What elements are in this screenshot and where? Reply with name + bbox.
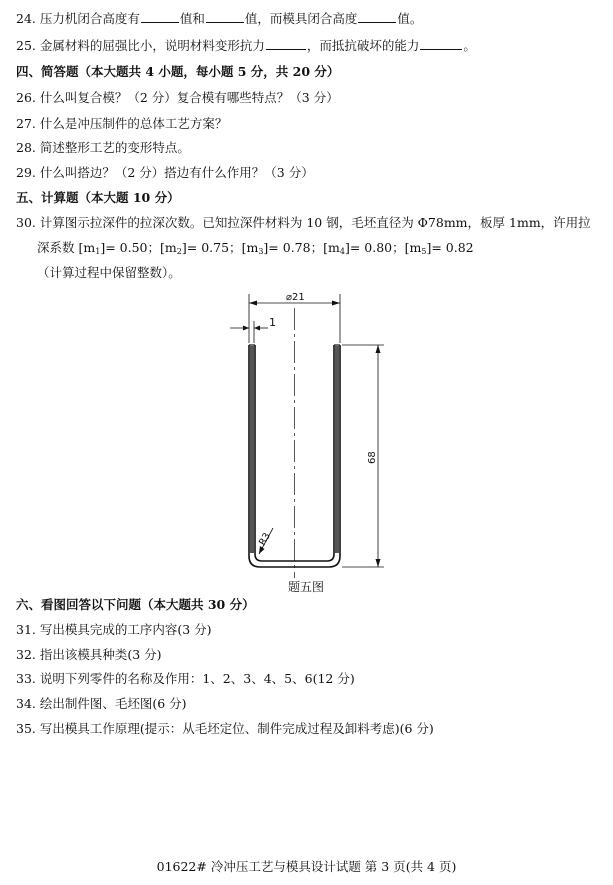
- diameter-dimension: ⌀21: [286, 292, 305, 303]
- question-26: 26. 什么叫复合模？（2 分）复合模有哪些特点？（3 分）: [16, 90, 339, 105]
- section-6-heading: 六、看图回答以下问题（本大题共 30 分）: [16, 597, 255, 612]
- question-30-note: （计算过程中保留整数）。: [37, 265, 181, 280]
- question-34: 34. 绘出制件图、毛坯图(6 分): [16, 696, 187, 711]
- height-dimension: 68: [367, 451, 378, 464]
- question-25: 25. 金属材料的屈强比小，说明材料变形抗力 ，而抵抗破坏的能力 。: [16, 38, 476, 53]
- answer-blank[interactable]: [266, 37, 306, 50]
- coefficient-m2: $[m_2]= 0.75$: [160, 240, 230, 256]
- question-29: 29. 什么叫搭边？（2 分）搭边有什么作用？（3 分）: [16, 165, 314, 180]
- question-24: 24. 压力机闭合高度有 值和 值，而模具闭合高度 值。: [16, 11, 423, 26]
- page-footer: 01622# 冷冲压工艺与模具设计试题 第 3 页(共 4 页): [156, 859, 457, 874]
- coefficient-m4: $[m_4]= 0.80$: [323, 240, 393, 256]
- answer-blank[interactable]: [206, 10, 244, 23]
- section-5-heading: 五、计算题（本大题 10 分）: [16, 190, 180, 205]
- question-30-coefficients: 深系数 $[m_1]= 0.50$；$[m_2]= 0.75$；$[m_3]= 0.78$；$[m_4]= 0.80$；$[m_5]= 0.82$: [37, 240, 474, 256]
- answer-blank[interactable]: [420, 37, 462, 50]
- answer-blank[interactable]: [358, 10, 396, 23]
- question-32: 32. 指出该模具种类(3 分): [16, 647, 162, 662]
- question-35: 35. 写出模具工作原理(提示：从毛坯定位、制件完成过程及卸料考虑)(6 分): [16, 721, 434, 736]
- answer-blank[interactable]: [141, 10, 179, 23]
- question-28: 28. 简述整形工艺的变形特点。: [16, 140, 190, 155]
- thickness-dimension: 1: [269, 316, 276, 329]
- radius-dimension: R3: [257, 531, 273, 548]
- drawn-part-figure: [224, 288, 394, 578]
- coefficient-m3: $[m_3]= 0.78$: [241, 240, 311, 256]
- question-30: 30. 计算图示拉深件的拉深次数。已知拉深件材料为 10 钢，毛坯直径为 Φ78mm，板厚 1mm，许用拉: [16, 215, 591, 230]
- question-31: 31. 写出模具完成的工序内容(3 分): [16, 622, 212, 637]
- question-33: 33. 说明下列零件的名称及作用：1、2、3、4、5、6(12 分): [16, 671, 355, 686]
- section-4-heading: 四、简答题（本大题共 4 小题，每小题 5 分，共 20 分）: [16, 64, 340, 79]
- coefficient-m1: $[m_1]= 0.50$: [78, 240, 148, 256]
- question-27: 27. 什么是冲压制件的总体工艺方案？: [16, 116, 228, 131]
- coefficient-m5: $[m_5]= 0.82$: [404, 240, 474, 256]
- figure-caption: 题五图: [288, 580, 325, 594]
